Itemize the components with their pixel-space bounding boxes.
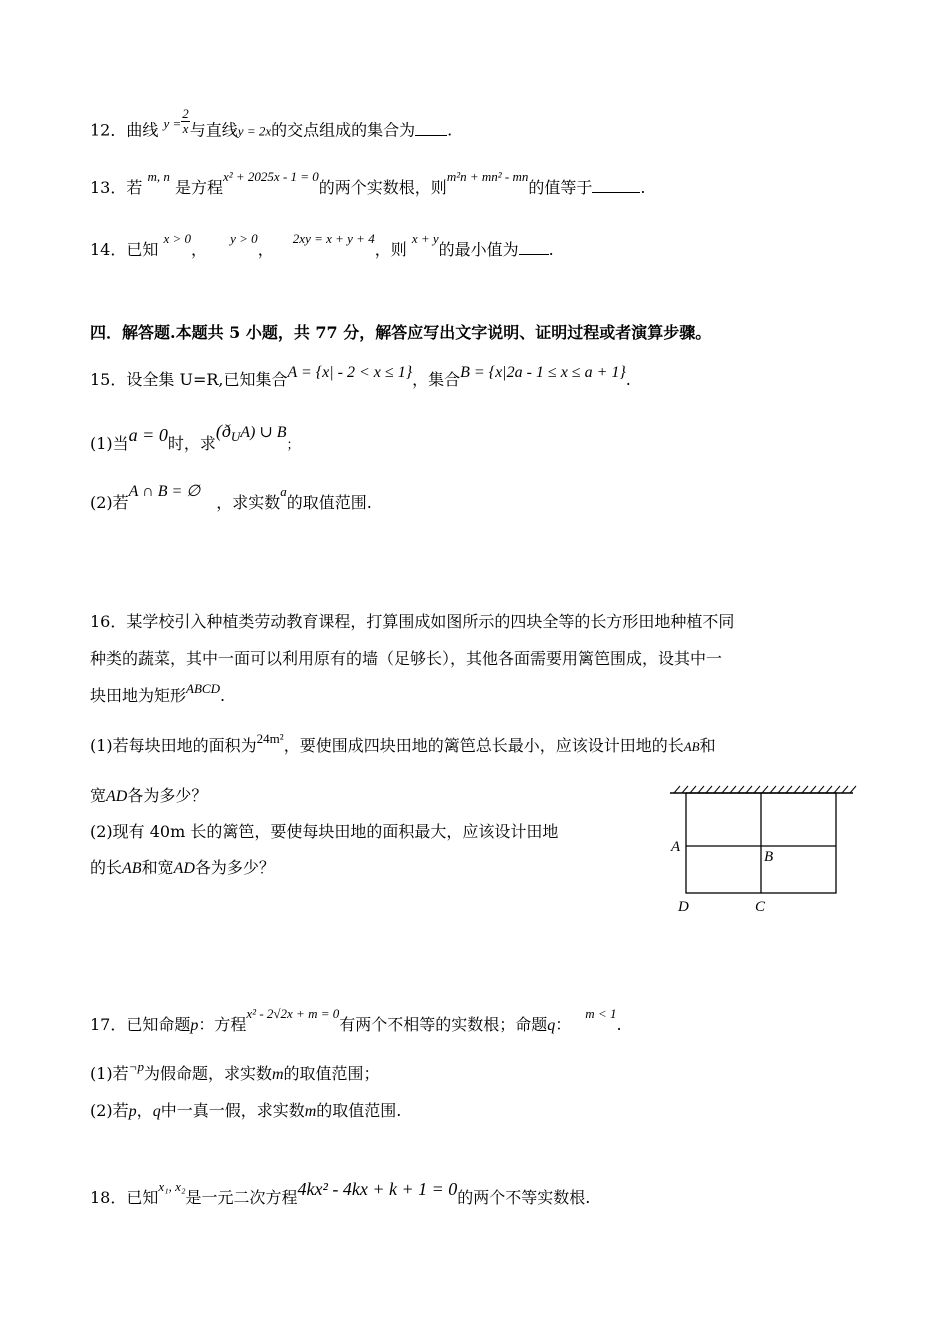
field-grid [686,793,836,893]
q16-p1-text-2: ，要使围成四块田地的篱笆总长最小，应该设计田地的长 [283,736,684,755]
q12-text-2: 与直线 [189,120,238,140]
q16-part-2-cont [90,860,275,877]
q14-math-y: y > 0 [230,231,258,246]
q14-end: . [548,240,554,259]
q14-text-1: 已知 [126,240,159,259]
q12-frac-den: x [182,120,189,136]
fig-label-a: A [671,839,681,855]
q14-comma-2: ， [257,240,274,259]
q16-part-2: (2)现有 40m 长的篱笆，要使每块田地的面积最大，应该设计田地 [90,822,559,841]
q17-text-2: ：方程 [198,1015,247,1034]
q17-inequality: m < 1 [585,1006,617,1021]
question-12 [90,106,453,145]
question-15 [90,364,631,389]
fig-label-c: C [755,899,766,915]
q16-line-2: 种类的蔬菜，其中一面可以利用原有的墙（足够长），其他各面需要用篱笆围成，设其中一 [90,649,723,668]
q16-line-3-text: 块田地为矩形 [90,686,187,705]
q13-text-4: 的值等于 [528,178,593,197]
q13-number: 13． [90,178,127,197]
q17-p2-end: 的取值范围. [316,1101,402,1120]
q16-rect-abcd: ABCD [186,681,220,696]
q16-p1-ab: AB [683,739,700,754]
q18-roots: x₁, x₂ [158,1179,186,1194]
q16-p2b-text-2: 和宽 [141,858,174,877]
q13-math-mn: m, n [147,169,170,184]
q17-p1-not-p: ¬p [128,1059,144,1074]
q14-answer-blank[interactable] [519,240,549,255]
q12-number: 12． [90,120,127,140]
q17-p2-label: (2)若 [90,1101,129,1120]
q17-text-1: 已知命题 [126,1015,191,1034]
q17-p1-end: 的取值范围； [283,1064,380,1083]
q15-part-2 [90,483,372,512]
q14-comma-3: ，则 [374,240,407,259]
q15-end: . [625,370,631,389]
wall-hatching [670,786,856,793]
q17-text-3: 有两个不相等的实数根；命题 [339,1015,548,1034]
q16-p1-text-1: (1)若每块田地的面积为 [90,736,257,755]
q13-text-3: 的两个实数根，则 [318,178,447,197]
q16-p2b-ad: AD [173,860,195,877]
q17-p: p [190,1017,199,1034]
q12-end: . [447,120,453,140]
q12-answer-blank[interactable] [415,121,447,136]
q12-fraction [181,107,190,135]
q18-number: 18． [90,1188,127,1207]
q15-p1-end: ； [286,438,300,453]
question-14 [90,231,554,259]
q18-equation: 4kx² - 4kx + k + 1 = 0 [297,1179,458,1199]
q12-text-1: 曲线 [126,120,159,140]
q14-text-2: 的最小值为 [438,240,519,259]
q13-text-2: 是方程 [174,178,223,197]
q18-text-2: 是一元二次方程 [185,1188,298,1207]
question-18 [90,1179,591,1207]
q15-text-1: 设全集 U=R,已知集合 [126,370,288,389]
q17-part-1 [90,1059,380,1083]
q16-p2b-ab: AB [122,860,142,877]
q15-p1-text: 时，求 [167,434,216,453]
q17-q: q [547,1017,556,1034]
q16-p1-text-3: 和 [699,736,716,755]
q15-text-2: ，集合 [412,370,461,389]
q13-text-1: 若 [126,178,143,197]
q16-p1b-text-2: 各为多少？ [127,786,208,805]
q12-math-line: y = 2x [237,123,272,139]
q15-set-a: A = {x| - 2 < x ≤ 1} [287,364,413,381]
q13-math-expression: m²n + mn² - mn [446,169,529,184]
q15-p2-condition: A ∩ B = ∅ [128,483,201,500]
q16-field-figure [660,780,860,920]
q17-p1-label: (1)若 [90,1064,129,1083]
q15-number: 15． [90,370,127,389]
fig-label-d: D [678,899,689,915]
q15-p2-text-2: 的取值范围. [286,493,372,512]
q12-math-lhs: y = [163,115,182,131]
q17-end: . [616,1015,622,1034]
q15-p1-condition: a = 0 [128,425,168,445]
q16-part-1 [90,731,716,755]
q15-p1-label: (1)当 [90,434,129,453]
q17-number: 17． [90,1015,127,1034]
q16-p2b-text-1: 的长 [90,858,123,877]
q14-number: 14． [90,240,127,259]
q17-p1-text: 为假命题，求实数 [143,1064,272,1083]
q16-line-1: 16．某学校引入种植类劳动教育课程，打算围成如图所示的四块全等的长方形田地种植不同 [90,612,735,631]
q16-p1b-text-1: 宽 [90,786,107,805]
q17-p1-m: m [271,1066,284,1083]
q14-math-sum: x + y [411,231,439,246]
q15-part-1 [90,421,300,453]
q15-p2-var-a: a [280,484,287,499]
q13-answer-blank[interactable] [592,178,640,193]
q15-p2-label: (2)若 [90,493,129,512]
q17-p2-q: q [152,1103,161,1120]
q16-line-3-end: . [219,686,226,705]
fig-label-b: B [764,849,774,865]
q17-equation: x² - 2√2x + m = 0 [246,1006,340,1021]
q17-p2-text: 中一真一假，求实数 [160,1101,305,1120]
q13-math-equation: x² + 2025x - 1 = 0 [222,169,319,184]
q18-text-3: 的两个不等实数根. [457,1188,591,1207]
q15-set-b: B = {x|2a - 1 ≤ x ≤ a + 1} [460,364,626,381]
q17-p2-p: p [128,1103,137,1120]
q13-end: . [640,178,646,197]
q17-text-4: ： [555,1015,572,1034]
q16-part-1-cont [90,788,207,805]
q14-comma-1: ， [191,240,208,259]
q16-p2b-text-3: 各为多少？ [194,858,275,877]
q16-p1b-ad: AD [106,788,128,805]
q18-text-1: 已知 [126,1188,159,1207]
q15-p1-complement: (ð [215,421,231,441]
q14-math-condition: 2xy = x + y + 4 [292,231,375,246]
q12-text-3: 的交点组成的集合为 [271,120,416,140]
q17-part-2 [90,1103,401,1120]
q17-p2-m: m [304,1103,317,1120]
q14-math-x: x > 0 [163,231,192,246]
section-4-heading: 四．解答题.本题共 5 小题，共 77 分，解答应写出文字说明、证明过程或者演算步骤。 [90,323,712,342]
q16-p1-area: 24m² [256,731,284,746]
question-17 [90,1006,622,1034]
q16-line-3 [90,681,226,705]
q15-p1-union: A) ∪ B [240,424,287,441]
q15-p1-sub-u: U [230,429,241,444]
q15-p2-text-1: ，求实数 [216,493,281,512]
q17-p2-comma: ， [136,1101,153,1120]
question-13 [90,169,646,197]
q12-frac-num: 2 [182,106,189,121]
